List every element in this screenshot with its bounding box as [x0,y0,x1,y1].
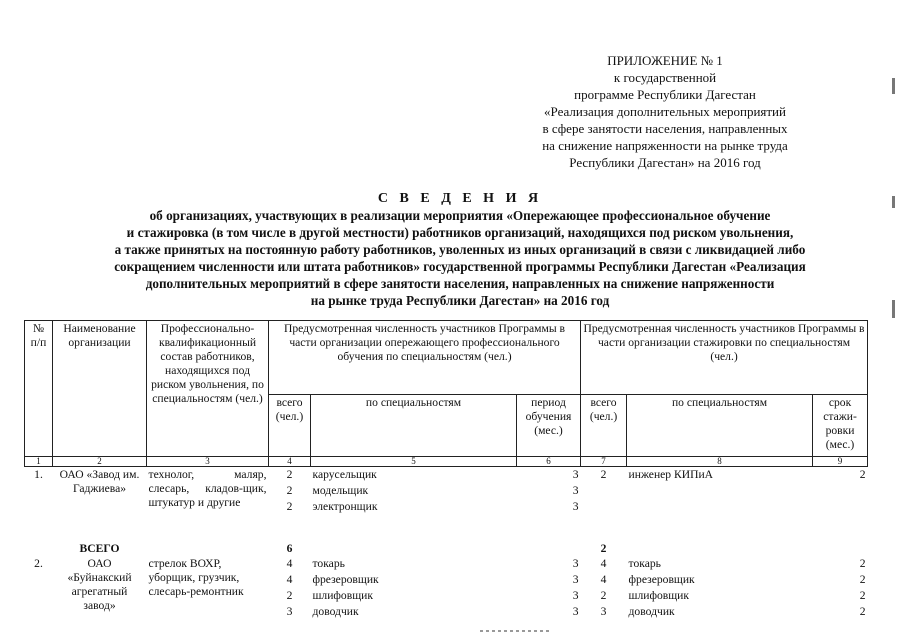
intern-spec: доводчик [628,605,675,618]
intern-count: 2 [600,589,607,602]
intern-spec: фрезеровщик [628,573,695,586]
appendix-line: к государственной [613,70,717,85]
header-num: № п/п [25,321,53,457]
scan-edge-mark [892,300,895,318]
intern-period: 2 [859,573,866,586]
header-training-total: всего (чел.) [269,395,311,457]
header-staff: Профессионально-квалификационный состав работников, находящихся под риском увольнения, по специальностям (чел.) [147,321,269,457]
appendix-line: ПРИЛОЖЕНИЕ № 1 [607,53,723,68]
intern-count: 3 [600,605,607,618]
appendix-line: «Реализация дополнительных мероприятий [544,104,786,119]
org-name: ОАО «Завод им. Гаджиева» [59,468,140,495]
column-number: 2 [53,457,147,467]
total-intern: 2 [600,542,607,555]
header-training-group: Предусмотренная численность участников Программы в части организации опережающего профессионального обучения по специальностям (чел.) [269,321,581,395]
header-training-period: период обучения (мес.) [517,395,581,457]
header-internship-group: Предусмотренная численность участников Программы в части организации стажировки по специальностям (чел.) [581,321,868,395]
training-spec: доводчик [312,605,359,618]
column-number: 4 [269,457,311,467]
scan-edge-mark [892,196,895,208]
total-row [25,541,868,556]
intern-count: 2 [600,468,607,481]
training-period: 3 [572,500,579,513]
column-number: 6 [517,457,581,467]
training-count: 2 [286,500,293,513]
intern-spec: токарь [628,557,661,570]
training-count: 2 [286,589,293,602]
appendix-line: в сфере занятости населения, направленных [542,121,788,136]
column-number: 1 [25,457,53,467]
training-period: 3 [572,484,579,497]
document-heading [60,190,860,309]
training-count: 3 [286,605,293,618]
training-count: 4 [286,573,293,586]
column-number: 3 [147,457,269,467]
appendix-line: программе Республики Дагестан [574,87,756,102]
training-period: 3 [572,589,579,602]
column-number: 8 [627,457,813,467]
training-spec: карусельщик [312,468,377,481]
training-count: 2 [286,468,293,481]
training-spec: токарь [312,557,345,570]
column-number: 9 [813,457,868,467]
row-num: 1. [34,468,43,481]
training-period: 3 [572,557,579,570]
training-spec: фрезеровщик [312,573,379,586]
training-count: 4 [286,557,293,570]
intern-period: 2 [859,589,866,602]
training-period: 3 [572,605,579,618]
intern-spec: инженер КИПиА [628,468,714,481]
column-number: 7 [581,457,627,467]
heading-line: и стажировка (в том числе в другой местности) работников организаций, находящихся под риском увольнения, [126,225,794,240]
header-intern-total: всего (чел.) [581,395,627,457]
document-title: С В Е Д Е Н И Я [377,191,543,206]
column-number-row [25,457,868,467]
intern-count: 4 [600,573,607,586]
table-row [25,556,868,572]
intern-period: 2 [859,557,866,570]
org-name: ОАО «Буйнакский агрегатный завод» [67,557,132,612]
training-spec: электронщик [312,500,378,513]
intern-period: 2 [859,605,866,618]
row-num: 2. [34,557,43,570]
org-staff: технолог, маляр, слесарь, кладов-щик, штукатур и другие [148,468,267,509]
training-period: 3 [572,468,579,481]
heading-line: сокращением численности или штата работников» государственной программы Республики Дагестан «Реализация [114,259,806,274]
heading-line: об организациях, участвующих в реализации мероприятия «Опережающее профессиональное обучение [149,208,771,223]
intern-period: 2 [859,468,866,481]
appendix-line: на снижение напряженности на рынке труда [542,138,788,153]
table-row [25,467,868,484]
header-intern-period: срок стажи-ровки (мес.) [813,395,868,457]
heading-line: а также принятых на постоянную работу работников, уволенных из иных организаций в связи с ликвидацией либо [114,242,806,257]
organizations-table [24,320,868,620]
intern-count: 4 [600,557,607,570]
header-training-spec: по специальностям [311,395,517,457]
appendix-block [500,52,830,171]
heading-line: на рынке труда Республики Дагестан» на 2016 год [310,293,610,308]
training-period: 3 [572,573,579,586]
total-label: ВСЕГО [79,542,120,555]
training-spec: шлифовщик [312,589,373,602]
scan-bottom-mark [480,630,550,632]
header-organization: Наименование организации [53,321,147,457]
intern-spec: шлифовщик [628,589,689,602]
scan-edge-mark [892,78,895,94]
header-intern-spec: по специальностям [627,395,813,457]
total-training: 6 [286,542,293,555]
appendix-line: Республики Дагестан» на 2016 год [569,155,761,170]
training-count: 2 [286,484,293,497]
column-number: 5 [311,457,517,467]
org-staff: стрелок ВОХР, уборщик, грузчик, слесарь-ремонтник [148,557,244,598]
heading-line: дополнительных мероприятий в сфере занятости населения, направленных на снижение напряженности [145,276,775,291]
training-spec: модельщик [312,484,369,497]
